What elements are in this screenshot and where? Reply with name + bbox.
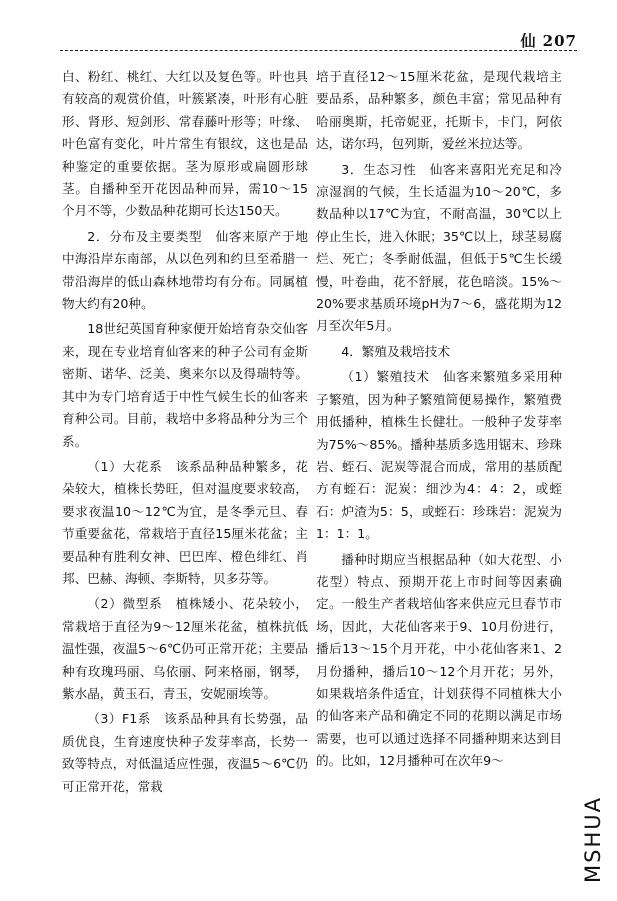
paragraph: （2）微型系 植株矮小、花朵较小，常栽培于直径为9～12厘米花盆，植株抗低温性强，夜温5～6℃仍可正常开花；主要品种有玫瑰玛丽、乌依丽、阿来格丽，钢琴，紫水晶，黄玉石，青玉，安妮丽埃等。 [62, 596, 308, 701]
paragraph: 4．繁殖及栽培技术 [341, 343, 450, 359]
paragraph: 3．生态习性 仙客来喜阳光充足和冷凉湿润的气候，生长适温为10～20℃，多数品种以17℃为宜，不耐高温，30℃以上停止生长，进入休眠；35℃以上，球茎易腐烂、死亡；冬季耐低温，但低于5℃生长缓慢，叶卷曲，花不舒展，花色暗淡。15%～20%要求基质环境pH为7～6，盛花期为12月至次年5月。 [316, 161, 562, 334]
paragraph: 培于直径12～15厘米花盆，是现代栽培主要品系，品种繁多，颜色丰富；常见品种有哈丽奥斯，托帝妮亚，托斯卡，卡门，阿依达，诺尔玛，包列斯，爱丝米拉达等。 [316, 69, 562, 152]
paragraph: （1）繁殖技术 仙客来繁殖多采用种子繁殖，因为种子繁殖简便易操作，繁殖费用低播种，植株生长健壮。一般种子发芽率为75%～85%。播种基质多选用锯末、珍珠岩、蛭石、泥炭等混合而成，常用的基质配方有蛭石：泥炭：细沙为4：4：2，或蛭石：炉渣为5：5，或蛭石：珍珠岩：泥炭为1：1：1。 [316, 369, 562, 542]
paragraph: 播种时期应当根据品种（如大花型、小花型）特点、预期开花上市时间等因素确定。一般生产者栽培仙客来供应元旦春节市场，因此，大花仙客来于9、10月份进行，播后13～15个月开花，中小花仙客来1、2月份播种，播后10～12个月开花；另外，如果栽培条件适宜，计划获得不同植株大小的仙客来产品和确定不同的花期以满足市场需要，也可以通过选择不同播种期来达到目的。比如，12月播种可在次年9～ [316, 551, 562, 769]
paragraph: （3）F1系 该系品种具有长势强，品质优良，生育速度快种子发芽率高，长势一致等特点，对低温适应性强，夜温5～6℃仍可正常开花，常栽 [62, 711, 308, 794]
header-rule [60, 50, 577, 51]
running-header: 仙 207 [520, 32, 577, 50]
paragraph: 白、粉红、桃红、大红以及复色等。叶也具有较高的观赏价值，叶簇紧凑，叶形有心脏形、肾形、短剑形、常春藤叶形等；叶缘、叶色富有变化，叶片常生有银纹，这也是品种鉴定的重要依据。茎为原形或扁圆形球茎。自播种至开花因品种而异，需10～15个月不等，少数品种花期可长达150天。 [62, 69, 308, 219]
paragraph: （1）大花系 该系品种品种繁多，花朵较大，植株长势旺，但对温度要求较高，要求夜温10～12℃为宜，是冬季元旦、春节重要盆花，常栽培于直径15厘米花盆；主要品种有胜利女神、巴巴库、橙色绯红、肖邦、巴赫、海顿、李斯特，贝多芬等。 [62, 458, 308, 586]
watermark: MSHUA [581, 796, 605, 883]
page-header [60, 30, 577, 50]
paragraph: 2．分布及主要类型 仙客来原产于地中海沿岸东南部，从以色列和约旦至希腊一带沿海岸的低山森林地带均有分布。同属植物大约有20种。 [62, 228, 308, 312]
paragraph: 18世纪英国育种家便开始培育杂交仙客来，现在专业培育仙客来的种子公司有金斯密斯、诺华、泛美、奥来尔以及得瑞特等。其中为专门培育适于中性气候生长的仙客来育种公司。目前，栽培中多将品种分为三个系。 [62, 321, 308, 449]
left-column [62, 66, 308, 801]
right-column [316, 66, 562, 776]
